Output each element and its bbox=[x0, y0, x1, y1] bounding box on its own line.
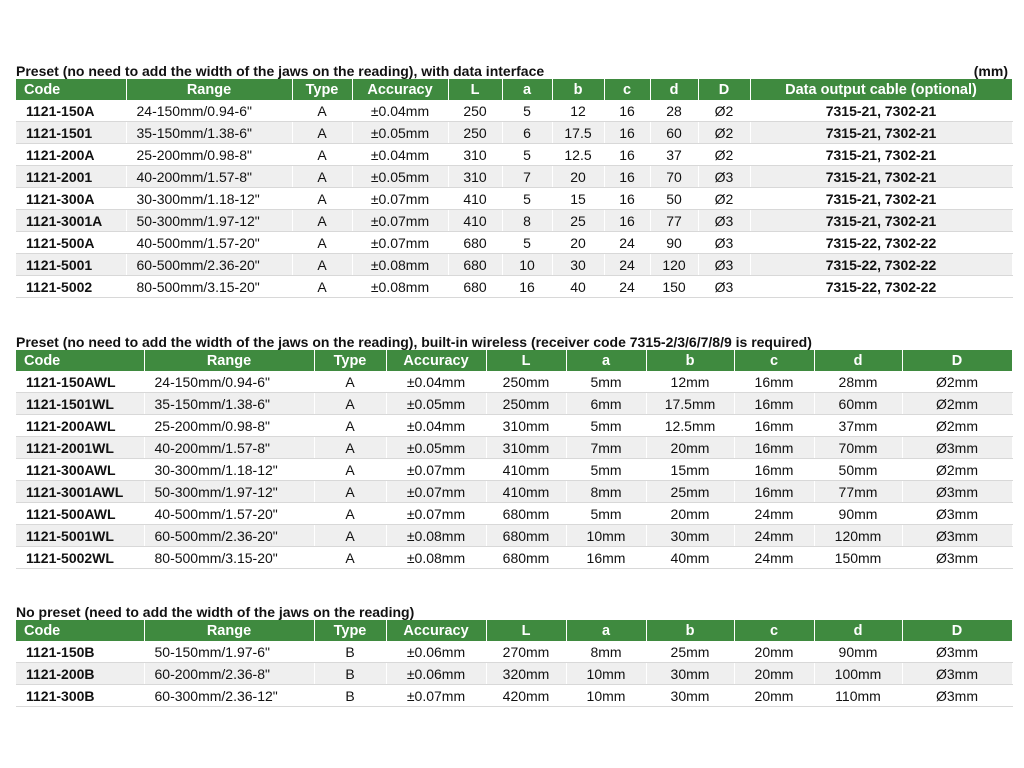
table-cell: 16mm bbox=[566, 547, 646, 569]
table-cell: 680 bbox=[448, 254, 502, 276]
column-header: L bbox=[486, 350, 566, 371]
table-cell: 410mm bbox=[486, 481, 566, 503]
table-cell: ±0.07mm bbox=[386, 685, 486, 707]
table-cell: Ø2mm bbox=[902, 459, 1012, 481]
table-cell: 5mm bbox=[566, 415, 646, 437]
table-cell: ±0.05mm bbox=[386, 393, 486, 415]
column-header: b bbox=[646, 350, 734, 371]
table-cell: Ø3mm bbox=[902, 547, 1012, 569]
table-cell: 50 bbox=[650, 188, 698, 210]
table-cell: 5 bbox=[502, 232, 552, 254]
column-header: a bbox=[566, 350, 646, 371]
table-cell: 1121-1501 bbox=[16, 122, 126, 144]
table-row bbox=[16, 525, 1012, 547]
table-cell: 30-300mm/1.18-12" bbox=[126, 188, 292, 210]
table-row bbox=[16, 166, 1012, 188]
table-cell: Ø3mm bbox=[902, 641, 1012, 663]
table-cell: 250mm bbox=[486, 371, 566, 393]
table-cell: 25 bbox=[552, 210, 604, 232]
table-cell: A bbox=[314, 393, 386, 415]
table-cell: 25-200mm/0.98-8" bbox=[126, 144, 292, 166]
column-header: c bbox=[734, 350, 814, 371]
table-cell: 120mm bbox=[814, 525, 902, 547]
column-header: Accuracy bbox=[352, 79, 448, 100]
table-cell: 16mm bbox=[734, 371, 814, 393]
table-cell: 40 bbox=[552, 276, 604, 298]
table-cell: 320mm bbox=[486, 663, 566, 685]
table-cell: B bbox=[314, 685, 386, 707]
table-row bbox=[16, 481, 1012, 503]
section-with-data-interface bbox=[16, 63, 1012, 298]
table-row bbox=[16, 232, 1012, 254]
table-cell: 50-300mm/1.97-12" bbox=[144, 481, 314, 503]
table-cell: 24 bbox=[604, 232, 650, 254]
table-cell: A bbox=[292, 232, 352, 254]
table-cell: 24mm bbox=[734, 547, 814, 569]
column-header: Accuracy bbox=[386, 350, 486, 371]
table-header-row bbox=[16, 79, 1012, 100]
table-cell: 680mm bbox=[486, 547, 566, 569]
table-cell: A bbox=[314, 371, 386, 393]
table-cell: 16mm bbox=[734, 459, 814, 481]
table-cell: 20mm bbox=[734, 685, 814, 707]
table-cell: 150mm bbox=[814, 547, 902, 569]
table-cell: 60 bbox=[650, 122, 698, 144]
table-cell: 7 bbox=[502, 166, 552, 188]
table-row bbox=[16, 276, 1012, 298]
column-header: D bbox=[902, 350, 1012, 371]
table-cell: ±0.05mm bbox=[352, 166, 448, 188]
table-row bbox=[16, 503, 1012, 525]
table-cell: 24mm bbox=[734, 525, 814, 547]
table-cell: Ø2 bbox=[698, 100, 750, 122]
table-cell: 16 bbox=[502, 276, 552, 298]
table-cell: 310mm bbox=[486, 415, 566, 437]
table-cell: 35-150mm/1.38-6" bbox=[144, 393, 314, 415]
table-cell: 77 bbox=[650, 210, 698, 232]
table-cell: 410 bbox=[448, 210, 502, 232]
table-cell: 100mm bbox=[814, 663, 902, 685]
table-cell: 28 bbox=[650, 100, 698, 122]
table-cell: ±0.04mm bbox=[386, 371, 486, 393]
table-cell: 1121-300AWL bbox=[16, 459, 144, 481]
table-cell: 24 bbox=[604, 276, 650, 298]
section-title: Preset (no need to add the width of the jaws on the reading), with data interface bbox=[16, 63, 545, 79]
table-cell: 680mm bbox=[486, 503, 566, 525]
table-row bbox=[16, 547, 1012, 569]
table-cell: 24-150mm/0.94-6" bbox=[144, 371, 314, 393]
table-cell: 17.5mm bbox=[646, 393, 734, 415]
table-row bbox=[16, 459, 1012, 481]
table-cell: 6 bbox=[502, 122, 552, 144]
table-cell: 5mm bbox=[566, 503, 646, 525]
table-cell: ±0.08mm bbox=[386, 525, 486, 547]
table-cell: 1121-3001AWL bbox=[16, 481, 144, 503]
table-cell: 5mm bbox=[566, 459, 646, 481]
table-cell: 410 bbox=[448, 188, 502, 210]
table-cell: ±0.06mm bbox=[386, 663, 486, 685]
column-header: Range bbox=[144, 620, 314, 641]
spec-table-no-preset bbox=[16, 620, 1013, 707]
table-cell: 60-500mm/2.36-20" bbox=[144, 525, 314, 547]
table-cell: 10mm bbox=[566, 685, 646, 707]
table-cell: 110mm bbox=[814, 685, 902, 707]
table-row bbox=[16, 641, 1012, 663]
section-title-row bbox=[16, 604, 1012, 620]
table-cell: A bbox=[292, 144, 352, 166]
table-cell: A bbox=[314, 503, 386, 525]
table-cell: 28mm bbox=[814, 371, 902, 393]
table-cell: 270mm bbox=[486, 641, 566, 663]
table-cell: 12.5mm bbox=[646, 415, 734, 437]
table-cell: 310 bbox=[448, 166, 502, 188]
table-cell: 5 bbox=[502, 144, 552, 166]
table-row bbox=[16, 100, 1012, 122]
table-cell: 7315-21, 7302-21 bbox=[750, 166, 1012, 188]
table-cell: 1121-5001 bbox=[16, 254, 126, 276]
table-cell: 5mm bbox=[566, 371, 646, 393]
table-cell: 10mm bbox=[566, 525, 646, 547]
column-header: d bbox=[814, 620, 902, 641]
table-header-row bbox=[16, 620, 1012, 641]
table-cell: 24mm bbox=[734, 503, 814, 525]
table-cell: 25-200mm/0.98-8" bbox=[144, 415, 314, 437]
table-cell: 1121-5002 bbox=[16, 276, 126, 298]
table-cell: 250 bbox=[448, 122, 502, 144]
table-cell: 80-500mm/3.15-20" bbox=[144, 547, 314, 569]
table-cell: ±0.07mm bbox=[352, 210, 448, 232]
table-cell: 1121-300A bbox=[16, 188, 126, 210]
table-cell: A bbox=[314, 525, 386, 547]
table-row bbox=[16, 188, 1012, 210]
table-cell: Ø3mm bbox=[902, 437, 1012, 459]
table-row bbox=[16, 685, 1012, 707]
column-header: a bbox=[566, 620, 646, 641]
table-cell: 16mm bbox=[734, 481, 814, 503]
table-cell: 250mm bbox=[486, 393, 566, 415]
table-cell: A bbox=[292, 166, 352, 188]
table-cell: A bbox=[292, 210, 352, 232]
section-built-in-wireless bbox=[16, 334, 1012, 569]
table-cell: 40-500mm/1.57-20" bbox=[126, 232, 292, 254]
table-cell: 70 bbox=[650, 166, 698, 188]
table-cell: 60-200mm/2.36-8" bbox=[144, 663, 314, 685]
section-title: Preset (no need to add the width of the jaws on the reading), built-in wireless (receiver code 7315-2/3/6/7/8/9 is required) bbox=[16, 334, 812, 350]
table-cell: 310mm bbox=[486, 437, 566, 459]
table-cell: 8 bbox=[502, 210, 552, 232]
table-cell: ±0.08mm bbox=[352, 254, 448, 276]
table-cell: 1121-150A bbox=[16, 100, 126, 122]
table-cell: ±0.08mm bbox=[352, 276, 448, 298]
table-cell: 20mm bbox=[734, 663, 814, 685]
table-cell: 1121-5001WL bbox=[16, 525, 144, 547]
table-cell: 24-150mm/0.94-6" bbox=[126, 100, 292, 122]
spec-table-wireless bbox=[16, 350, 1013, 569]
table-cell: ±0.04mm bbox=[352, 100, 448, 122]
table-cell: 40-200mm/1.57-8" bbox=[126, 166, 292, 188]
table-cell: Ø2mm bbox=[902, 393, 1012, 415]
table-cell: 30-300mm/1.18-12" bbox=[144, 459, 314, 481]
section-title-row bbox=[16, 334, 1012, 350]
table-cell: 30mm bbox=[646, 685, 734, 707]
column-header: Data output cable (optional) bbox=[750, 79, 1012, 100]
table-cell: ±0.06mm bbox=[386, 641, 486, 663]
table-cell: 90mm bbox=[814, 641, 902, 663]
table-cell: 37 bbox=[650, 144, 698, 166]
table-cell: 20mm bbox=[646, 503, 734, 525]
table-cell: A bbox=[292, 276, 352, 298]
table-cell: Ø3 bbox=[698, 166, 750, 188]
table-cell: 60-300mm/2.36-12" bbox=[144, 685, 314, 707]
table-cell: 16mm bbox=[734, 415, 814, 437]
table-cell: 40-200mm/1.57-8" bbox=[144, 437, 314, 459]
column-header: Code bbox=[16, 620, 144, 641]
table-cell: 16mm bbox=[734, 393, 814, 415]
table-cell: 410mm bbox=[486, 459, 566, 481]
table-cell: A bbox=[314, 437, 386, 459]
table-cell: 70mm bbox=[814, 437, 902, 459]
table-cell: 680mm bbox=[486, 525, 566, 547]
table-cell: 7315-21, 7302-21 bbox=[750, 144, 1012, 166]
table-cell: 16 bbox=[604, 100, 650, 122]
table-cell: ±0.07mm bbox=[386, 481, 486, 503]
table-cell: 5 bbox=[502, 188, 552, 210]
table-cell: 30mm bbox=[646, 525, 734, 547]
table-cell: 1121-2001WL bbox=[16, 437, 144, 459]
table-cell: 1121-500AWL bbox=[16, 503, 144, 525]
table-cell: 1121-1501WL bbox=[16, 393, 144, 415]
table-cell: 7mm bbox=[566, 437, 646, 459]
table-cell: 50-300mm/1.97-12" bbox=[126, 210, 292, 232]
table-cell: ±0.04mm bbox=[386, 415, 486, 437]
table-row bbox=[16, 144, 1012, 166]
column-header: L bbox=[486, 620, 566, 641]
table-cell: Ø3 bbox=[698, 232, 750, 254]
table-cell: 7315-21, 7302-21 bbox=[750, 122, 1012, 144]
table-cell: ±0.07mm bbox=[386, 459, 486, 481]
table-cell: 1121-150AWL bbox=[16, 371, 144, 393]
table-cell: 16 bbox=[604, 188, 650, 210]
table-cell: Ø3mm bbox=[902, 481, 1012, 503]
table-cell: 1121-300B bbox=[16, 685, 144, 707]
table-cell: A bbox=[292, 188, 352, 210]
table-cell: 17.5 bbox=[552, 122, 604, 144]
table-cell: 40mm bbox=[646, 547, 734, 569]
table-cell: 20mm bbox=[646, 437, 734, 459]
table-cell: 30mm bbox=[646, 663, 734, 685]
table-cell: ±0.05mm bbox=[352, 122, 448, 144]
table-cell: Ø3mm bbox=[902, 663, 1012, 685]
table-cell: 60mm bbox=[814, 393, 902, 415]
table-cell: ±0.04mm bbox=[352, 144, 448, 166]
column-header: Code bbox=[16, 79, 126, 100]
table-cell: 1121-2001 bbox=[16, 166, 126, 188]
table-row bbox=[16, 371, 1012, 393]
table-cell: A bbox=[314, 547, 386, 569]
table-cell: Ø2mm bbox=[902, 371, 1012, 393]
table-cell: 10 bbox=[502, 254, 552, 276]
table-row bbox=[16, 437, 1012, 459]
table-cell: 8mm bbox=[566, 641, 646, 663]
table-cell: A bbox=[314, 481, 386, 503]
table-cell: A bbox=[292, 100, 352, 122]
table-cell: ±0.07mm bbox=[352, 232, 448, 254]
table-cell: 16 bbox=[604, 144, 650, 166]
table-cell: 25mm bbox=[646, 481, 734, 503]
table-cell: 20 bbox=[552, 166, 604, 188]
table-cell: 1121-200A bbox=[16, 144, 126, 166]
column-header: Range bbox=[126, 79, 292, 100]
column-header: Type bbox=[292, 79, 352, 100]
table-cell: Ø3mm bbox=[902, 525, 1012, 547]
column-header: c bbox=[734, 620, 814, 641]
table-cell: 120 bbox=[650, 254, 698, 276]
table-cell: B bbox=[314, 641, 386, 663]
table-cell: 16 bbox=[604, 210, 650, 232]
table-cell: 310 bbox=[448, 144, 502, 166]
column-header: L bbox=[448, 79, 502, 100]
table-row bbox=[16, 415, 1012, 437]
table-cell: 15mm bbox=[646, 459, 734, 481]
column-header: c bbox=[604, 79, 650, 100]
column-header: b bbox=[646, 620, 734, 641]
table-cell: ±0.05mm bbox=[386, 437, 486, 459]
table-cell: B bbox=[314, 663, 386, 685]
table-cell: 150 bbox=[650, 276, 698, 298]
table-row bbox=[16, 663, 1012, 685]
table-cell: 77mm bbox=[814, 481, 902, 503]
table-cell: 680 bbox=[448, 276, 502, 298]
table-cell: ±0.07mm bbox=[386, 503, 486, 525]
table-cell: Ø2 bbox=[698, 122, 750, 144]
column-header: d bbox=[814, 350, 902, 371]
table-cell: Ø3mm bbox=[902, 685, 1012, 707]
table-cell: 7315-21, 7302-21 bbox=[750, 100, 1012, 122]
table-cell: 1121-3001A bbox=[16, 210, 126, 232]
unit-label: (mm) bbox=[973, 63, 1008, 79]
table-cell: 90mm bbox=[814, 503, 902, 525]
table-cell: 30 bbox=[552, 254, 604, 276]
column-header: Range bbox=[144, 350, 314, 371]
table-cell: 80-500mm/3.15-20" bbox=[126, 276, 292, 298]
table-cell: 50mm bbox=[814, 459, 902, 481]
column-header: D bbox=[698, 79, 750, 100]
table-cell: A bbox=[292, 122, 352, 144]
column-header: D bbox=[902, 620, 1012, 641]
table-cell: 16 bbox=[604, 122, 650, 144]
column-header: a bbox=[502, 79, 552, 100]
table-cell: 25mm bbox=[646, 641, 734, 663]
column-header: Type bbox=[314, 620, 386, 641]
spec-table-data-interface bbox=[16, 79, 1013, 298]
section-no-preset bbox=[16, 604, 1012, 707]
table-cell: A bbox=[314, 459, 386, 481]
column-header: Code bbox=[16, 350, 144, 371]
table-cell: Ø2 bbox=[698, 144, 750, 166]
table-cell: 37mm bbox=[814, 415, 902, 437]
table-cell: 16mm bbox=[734, 437, 814, 459]
table-cell: 1121-200B bbox=[16, 663, 144, 685]
table-cell: 6mm bbox=[566, 393, 646, 415]
table-cell: 60-500mm/2.36-20" bbox=[126, 254, 292, 276]
table-cell: 8mm bbox=[566, 481, 646, 503]
table-row bbox=[16, 393, 1012, 415]
table-cell: 20 bbox=[552, 232, 604, 254]
table-cell: 12mm bbox=[646, 371, 734, 393]
table-cell: 1121-200AWL bbox=[16, 415, 144, 437]
section-title-row bbox=[16, 63, 1012, 79]
table-cell: Ø3 bbox=[698, 276, 750, 298]
table-cell: 1121-500A bbox=[16, 232, 126, 254]
table-cell: 5 bbox=[502, 100, 552, 122]
table-cell: 1121-5002WL bbox=[16, 547, 144, 569]
column-header: Accuracy bbox=[386, 620, 486, 641]
table-cell: 1121-150B bbox=[16, 641, 144, 663]
table-cell: 12 bbox=[552, 100, 604, 122]
table-cell: Ø3mm bbox=[902, 503, 1012, 525]
table-cell: 7315-22, 7302-22 bbox=[750, 276, 1012, 298]
table-cell: 7315-22, 7302-22 bbox=[750, 232, 1012, 254]
table-cell: ±0.07mm bbox=[352, 188, 448, 210]
section-title: No preset (need to add the width of the jaws on the reading) bbox=[16, 604, 415, 620]
column-header: Type bbox=[314, 350, 386, 371]
table-cell: 35-150mm/1.38-6" bbox=[126, 122, 292, 144]
table-cell: 40-500mm/1.57-20" bbox=[144, 503, 314, 525]
table-cell: 680 bbox=[448, 232, 502, 254]
table-row bbox=[16, 122, 1012, 144]
table-header-row bbox=[16, 350, 1012, 371]
table-row bbox=[16, 254, 1012, 276]
column-header: b bbox=[552, 79, 604, 100]
table-cell: Ø2 bbox=[698, 188, 750, 210]
table-cell: 10mm bbox=[566, 663, 646, 685]
table-cell: Ø3 bbox=[698, 210, 750, 232]
table-cell: 7315-22, 7302-22 bbox=[750, 254, 1012, 276]
table-cell: A bbox=[292, 254, 352, 276]
table-cell: 15 bbox=[552, 188, 604, 210]
table-cell: 50-150mm/1.97-6" bbox=[144, 641, 314, 663]
table-cell: 90 bbox=[650, 232, 698, 254]
table-cell: 12.5 bbox=[552, 144, 604, 166]
table-cell: 250 bbox=[448, 100, 502, 122]
table-cell: Ø3 bbox=[698, 254, 750, 276]
table-cell: 16 bbox=[604, 166, 650, 188]
table-cell: 7315-21, 7302-21 bbox=[750, 188, 1012, 210]
column-header: d bbox=[650, 79, 698, 100]
table-cell: 420mm bbox=[486, 685, 566, 707]
table-cell: ±0.08mm bbox=[386, 547, 486, 569]
table-cell: A bbox=[314, 415, 386, 437]
table-cell: Ø2mm bbox=[902, 415, 1012, 437]
table-cell: 24 bbox=[604, 254, 650, 276]
table-cell: 7315-21, 7302-21 bbox=[750, 210, 1012, 232]
table-row bbox=[16, 210, 1012, 232]
table-cell: 20mm bbox=[734, 641, 814, 663]
